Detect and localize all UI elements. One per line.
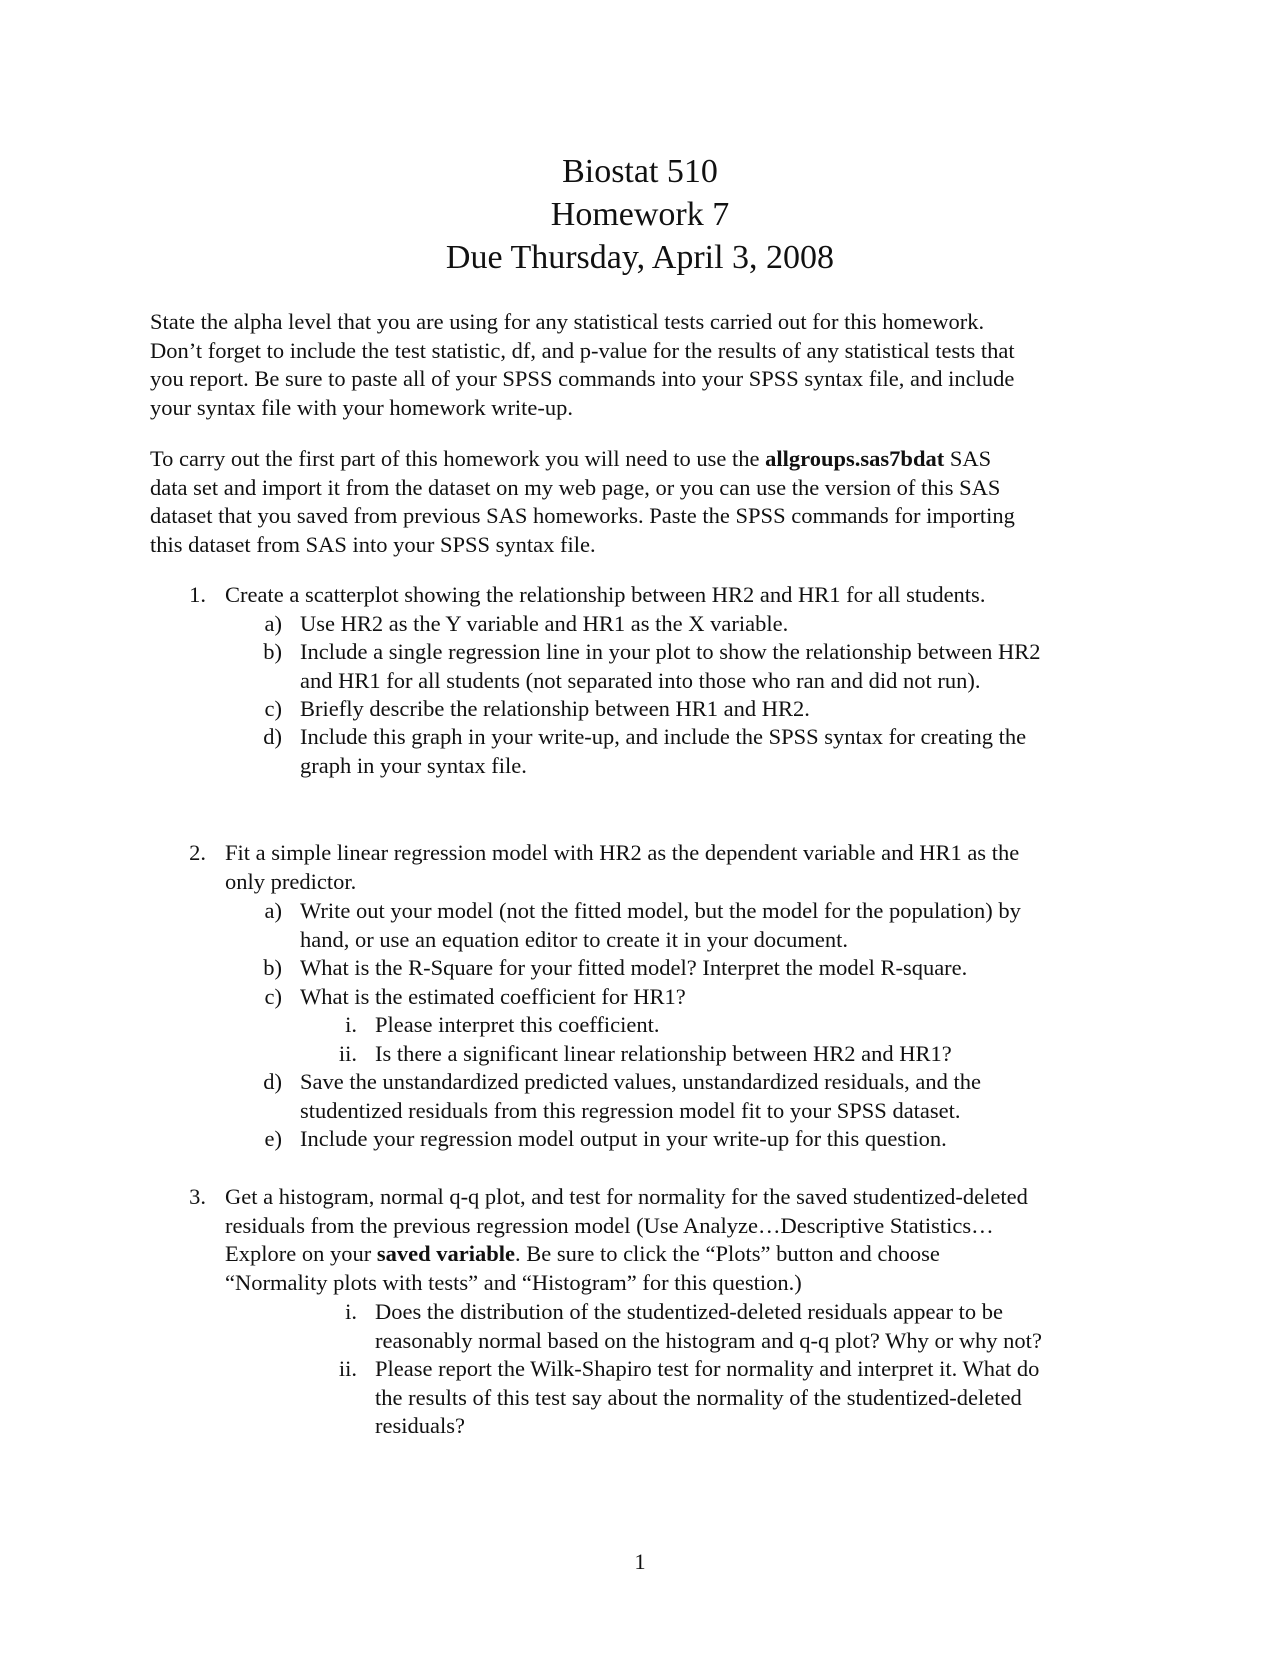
question-number: 3.	[189, 1184, 206, 1209]
subitem-marker: c)	[264, 984, 282, 1009]
subitem-line: Briefly describe the relationship between HR1 and HR2.	[300, 696, 810, 721]
page-number: 1	[634, 1549, 646, 1574]
subitem-line: What is the R-Square for your fitted model? Interpret the model R-square.	[300, 955, 968, 980]
question-line: only predictor.	[225, 868, 357, 894]
subsubitem-line: the results of this test say about the normality of the studentized-deleted	[375, 1384, 1022, 1410]
subitem-line: studentized residuals from this regression model fit to your SPSS dataset.	[300, 1097, 961, 1123]
subitem-line: Include this graph in your write-up, and include the SPSS syntax for creating the	[300, 724, 1027, 749]
subitem-text	[300, 954, 967, 983]
subitem-line: and HR1 for all students (not separated into those who ran and did not run).	[300, 667, 981, 693]
subitem-text	[300, 1125, 947, 1154]
subsubitem-marker: ii.	[338, 1356, 357, 1381]
intro-line: State the alpha level that you are using for any statistical tests carried out for this homework.	[150, 309, 985, 334]
text-run: . Be sure to click the “Plots” button and choose	[514, 1241, 940, 1267]
subitem-text	[300, 983, 686, 1012]
subitem-text	[300, 723, 1026, 780]
subitem-line: hand, or use an equation editor to create it in your document.	[300, 926, 848, 952]
question-line: Create a scatterplot showing the relationship between HR2 and HR1 for all students.	[225, 582, 986, 607]
subsubitem-text	[375, 1040, 952, 1069]
subsubitem-line: Please interpret this coefficient.	[375, 1012, 660, 1037]
subsubitem-marker: ii.	[338, 1041, 357, 1066]
subitem-text	[300, 695, 810, 724]
subitem-marker: d)	[263, 1069, 282, 1094]
subitem-text	[300, 610, 788, 639]
subitem-marker: c)	[264, 696, 282, 721]
question-line: residuals from the previous regression model (Use Analyze…Descriptive Statistics…	[225, 1212, 994, 1238]
data-instructions-line: data set and import it from the dataset on my web page, or you can use the version of this SAS	[150, 474, 1001, 500]
subsubitem-text	[375, 1298, 1042, 1355]
subsubitem-line: reasonably normal based on the histogram and q-q plot? Why or why not?	[375, 1327, 1042, 1353]
subitem-marker: a)	[264, 898, 282, 923]
text-run: To carry out the first part of this homework you will need to use the	[150, 446, 766, 471]
subitem-line: Include your regression model output in your write-up for this question.	[300, 1126, 947, 1151]
intro-line: Don’t forget to include the test statistic, df, and p-value for the results of any statistical tests that	[150, 337, 1015, 363]
subsubitem-marker: i.	[345, 1299, 357, 1324]
subitem-marker: e)	[264, 1126, 282, 1151]
course-title: Biostat 510	[562, 153, 718, 190]
question-line: “Normality plots with tests” and “Histogram” for this question.)	[225, 1269, 802, 1295]
question-text	[225, 839, 1019, 896]
question-text	[225, 581, 985, 610]
subitem-line: Include a single regression line in your plot to show the relationship between HR2	[300, 639, 1041, 664]
assignment-title: Homework 7	[550, 196, 730, 233]
due-date: Due Thursday, April 3, 2008	[445, 239, 835, 276]
intro-line: you report. Be sure to paste all of your SPSS commands into your SPSS syntax file, and include	[150, 366, 1015, 392]
subitem-line: What is the estimated coefficient for HR1?	[300, 984, 686, 1009]
subsubitem-line: Please report the Wilk-Shapiro test for normality and interpret it. What do	[375, 1356, 1040, 1381]
intro-line: your syntax file with your homework write-up.	[150, 394, 574, 420]
subitem-marker: b)	[263, 955, 282, 980]
question-line: Get a histogram, normal q-q plot, and test for normality for the saved studentized-deleted	[225, 1184, 1028, 1209]
data-instructions-line	[150, 445, 1130, 474]
subitem-line: Write out your model (not the fitted model, but the model for the population) by	[300, 898, 1021, 923]
question-text	[225, 1183, 1028, 1297]
subitem-line: graph in your syntax file.	[300, 752, 527, 778]
intro-paragraph	[150, 308, 1130, 422]
dataset-filename: allgroups.sas7bdat	[765, 446, 945, 471]
question-number: 1.	[189, 582, 206, 607]
question-line: Fit a simple linear regression model with HR2 as the dependent variable and HR1 as the	[225, 840, 1020, 865]
subitem-marker: b)	[263, 639, 282, 664]
question-line	[225, 1240, 1028, 1269]
subitem-line: Use HR2 as the Y variable and HR1 as the X variable.	[300, 611, 789, 636]
question-number: 2.	[189, 840, 206, 865]
text-run: Explore on your	[225, 1241, 377, 1267]
subsubitem-marker: i.	[345, 1012, 357, 1037]
subitem-line: Save the unstandardized predicted values, unstandardized residuals, and the	[300, 1069, 982, 1094]
text-run: SAS	[944, 446, 992, 471]
subsubitem-line: Is there a significant linear relationship between HR2 and HR1?	[375, 1041, 952, 1066]
subitem-text	[300, 1068, 981, 1125]
data-instructions-line: this dataset from SAS into your SPSS syntax file.	[150, 531, 596, 557]
subitem-marker: d)	[263, 724, 282, 749]
subitem-text	[300, 897, 1021, 954]
subsubitem-line: residuals?	[375, 1413, 465, 1439]
data-instructions-line: dataset that you saved from previous SAS homeworks. Paste the SPSS commands for importing	[150, 503, 1015, 529]
subsubitem-line: Does the distribution of the studentized-deleted residuals appear to be	[375, 1299, 1003, 1324]
subsubitem-text	[375, 1011, 659, 1040]
subitem-text	[300, 638, 1040, 695]
subsubitem-text	[375, 1355, 1039, 1441]
data-instructions-paragraph	[150, 445, 1130, 559]
title-block	[0, 150, 1280, 279]
subitem-marker: a)	[264, 611, 282, 636]
bold-phrase: saved variable	[376, 1241, 515, 1267]
